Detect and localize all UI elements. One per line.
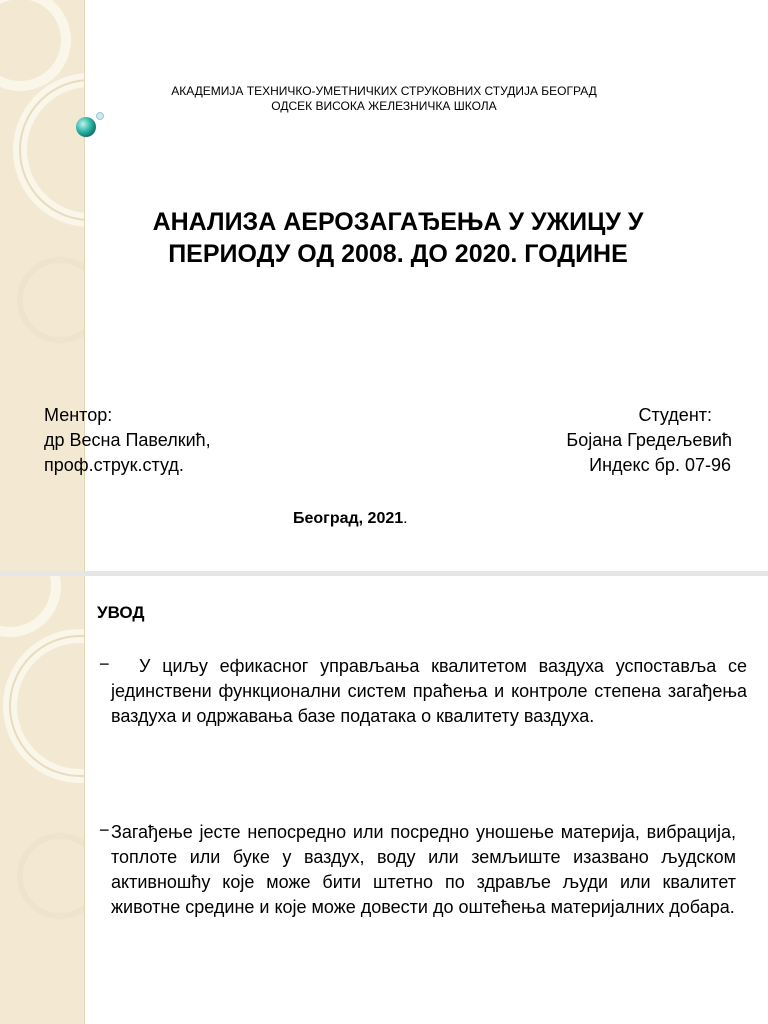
- city-year-period: .: [403, 510, 408, 527]
- city-year: [293, 510, 408, 528]
- decorative-rings-graphic: [0, 576, 84, 1024]
- mentor-title: проф.струк.студ.: [44, 455, 184, 475]
- intro-paragraph-2: Загађење јесте непосредно или посредно уношење материја, вибрација, топлоте или буке у ваздух, воду или земљиште изазвано људском активношћу које може бити штетно по здравље људи или квалитет животне средине и које може довести до оштећења материјалних добара.: [111, 822, 736, 917]
- bullet-dash-2: −: [99, 820, 110, 840]
- student-index: Индекс бр. 07-96: [589, 455, 731, 475]
- decorative-side-band: [0, 576, 85, 1024]
- intro-heading: УВОД: [97, 603, 145, 622]
- thesis-title-line2: ПЕРИОДУ ОД 2008. ДО 2020. ГОДИНЕ: [168, 240, 628, 268]
- department-name: ОДСЕК ВИСОКА ЖЕЛЕЗНИЧКА ШКОЛА: [271, 99, 497, 113]
- bullet-dash-1: −: [99, 654, 110, 674]
- intro-paragraph-1: У циљу ефикасног управљања квалитетом ваздуха успоставља се јединствени функционални систем праћења и контроле степена загађења ваздуха и одржавања базе података о квалитету ваздуха.: [111, 656, 747, 726]
- decorative-side-band: [0, 0, 85, 571]
- mentor-name: др Весна Павелкић,: [44, 430, 211, 450]
- student-label: Студент:: [638, 405, 712, 425]
- student-name: Бојана Гредељевић: [566, 430, 732, 450]
- mentor-label: Ментор:: [44, 405, 113, 425]
- institution-name: АКАДЕМИЈА ТЕХНИЧКО-УМЕТНИЧКИХ СТРУКОВНИХ СТУДИЈА БЕОГРАД: [171, 84, 597, 98]
- decorative-rings-graphic: [0, 0, 84, 571]
- thesis-title-line1: АНАЛИЗА АЕРОЗАГАЂЕЊА У УЖИЦУ У: [152, 208, 644, 236]
- city-year-text: Београд, 2021: [293, 510, 404, 527]
- intro-slide: [0, 576, 768, 1024]
